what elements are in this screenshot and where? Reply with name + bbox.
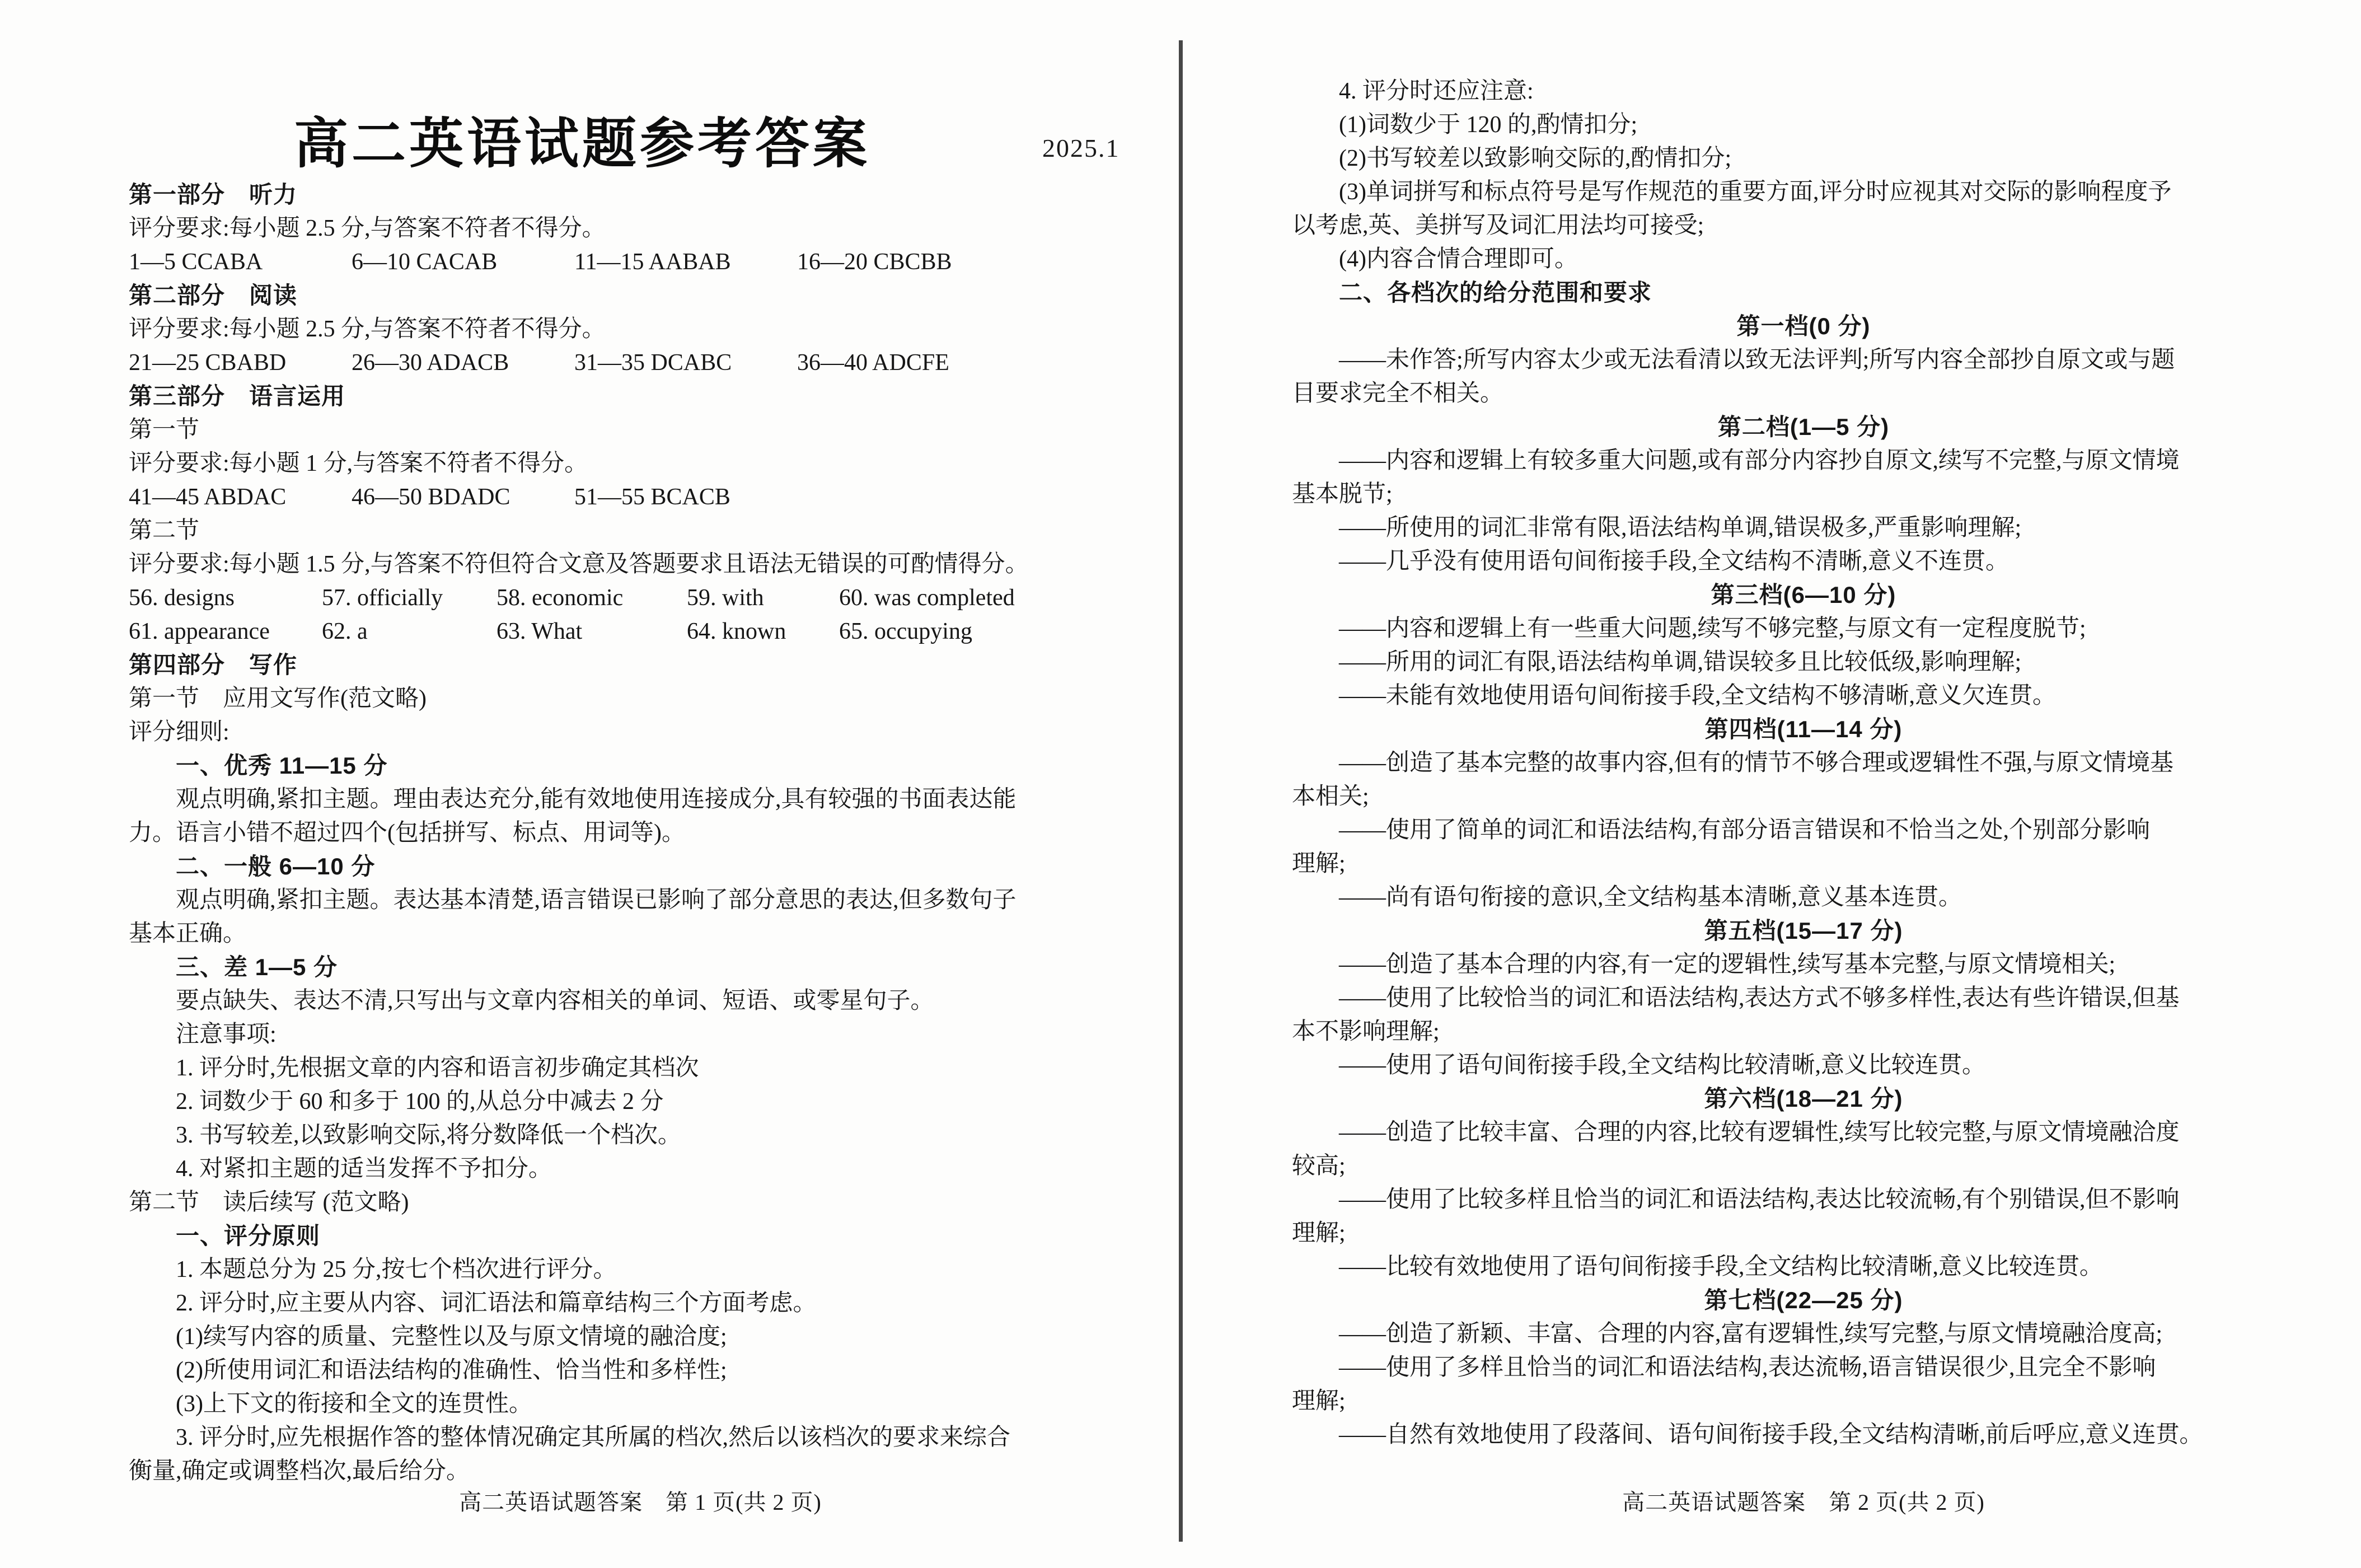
section-heading: 第二部分 阅读 (129, 282, 298, 308)
tier-heading: 第三档(6—10 分) (1711, 582, 1896, 608)
text-line: ——使用了比较多样且恰当的词汇和语法结构,表达比较流畅,有个别错误,但不影响 (1339, 1187, 2180, 1213)
answer-row (129, 245, 1152, 279)
section-heading: 一、优秀 11—15 分 (176, 752, 388, 779)
text-line: (2)所使用词汇和语法结构的准确性、恰当性和多样性; (176, 1358, 727, 1383)
answer-group: 46—50 BDADC (352, 484, 510, 510)
text-line: 理解; (1292, 1220, 1346, 1246)
text-line: 基本正确。 (129, 921, 247, 947)
text-line: (1)续写内容的质量、完整性以及与原文情境的融洽度; (176, 1324, 727, 1350)
text-line: 第二节 读后续写 (范文略) (129, 1190, 409, 1215)
text-line: ——未作答;所写内容太少或无法看清以致无法评判;所写内容全部抄自原文或与题 (1339, 347, 2175, 373)
text-line: ——使用了多样且恰当的词汇和语法结构,表达流畅,语言错误很少,且完全不影响 (1339, 1355, 2156, 1380)
section-heading: 一、评分原则 (176, 1223, 321, 1249)
tier-heading: 第二档(1—5 分) (1717, 414, 1890, 440)
text-line: ——创造了比较丰富、合理的内容,比较有逻辑性,续写比较完整,与原文情境融洽度 (1339, 1120, 2180, 1145)
text-line: (3)上下文的衔接和全文的连贯性。 (176, 1391, 532, 1417)
text-line: 目要求完全不相关。 (1292, 381, 1504, 406)
answer-group: 41—45 ABDAC (129, 484, 287, 510)
text-line: 评分要求:每小题 1 分,与答案不符者不得分。 (129, 451, 588, 476)
answer-row (129, 346, 1152, 380)
text-line: ——自然有效地使用了段落间、语句间衔接手段,全文结构清晰,前后呼应,意义连贯。 (1339, 1422, 2203, 1448)
page-1-body (129, 178, 1152, 1488)
text-line: 评分要求:每小题 2.5 分,与答案不符者不得分。 (129, 216, 606, 241)
page-title: 高二英语试题参考答案 (294, 114, 870, 174)
text-line: ——比较有效地使用了语句间衔接手段,全文结构比较清晰,意义比较连贯。 (1339, 1254, 2104, 1280)
text-line: (1)词数少于 120 的,酌情扣分; (1339, 112, 1638, 138)
text-line: 第二节 (129, 518, 200, 544)
text-line: 3. 书写较差,以致影响交际,将分数降低一个档次。 (176, 1122, 682, 1148)
answer-group: 65. occupying (839, 619, 972, 644)
text-line: ——几乎没有使用语句间衔接手段,全文结构不清晰,意义不连贯。 (1339, 549, 2009, 574)
answer-row (129, 615, 1152, 648)
section-heading: 第一部分 听力 (129, 181, 298, 208)
text-line: 4. 对紧扣主题的适当发挥不予扣分。 (176, 1156, 552, 1182)
text-line: ——内容和逻辑上有一些重大问题,续写不够完整,与原文有一定程度脱节; (1339, 616, 2086, 642)
answer-group: 16—20 CBCBB (797, 249, 952, 275)
section-heading: 第三部分 语言运用 (129, 383, 346, 409)
answer-row (129, 480, 1152, 514)
answer-group: 21—25 CBABD (129, 350, 287, 376)
answer-group: 51—55 BCACB (574, 484, 730, 510)
text-line: 3. 评分时,应先根据作答的整体情况确定其所属的档次,然后以该档次的要求来综合 (176, 1425, 1011, 1450)
section-heading: 三、差 1—5 分 (176, 954, 338, 980)
tier-heading: 第一档(0 分) (1736, 313, 1871, 339)
text-line: 1. 本题总分为 25 分,按七个档次进行评分。 (176, 1257, 617, 1283)
exam-date: 2025.1 (1042, 134, 1120, 162)
answer-group: 31—35 DCABC (574, 350, 732, 376)
text-line: 第一节 应用文写作(范文略) (129, 686, 427, 712)
answer-group: 6—10 CACAB (352, 249, 498, 275)
text-line: 基本脱节; (1292, 481, 1393, 507)
text-line: 第一节 (129, 417, 200, 443)
text-line: ——内容和逻辑上有较多重大问题,或有部分内容抄自原文,续写不完整,与原文情境 (1339, 448, 2180, 474)
text-line: 衡量,确定或调整档次,最后给分。 (129, 1458, 470, 1484)
tier-heading: 第五档(15—17 分) (1704, 918, 1903, 944)
answer-group: 64. known (687, 619, 786, 644)
text-line: (2)书写较差以致影响交际的,酌情扣分; (1339, 146, 1732, 171)
text-line: ——尚有语句衔接的意识,全文结构基本清晰,意义基本连贯。 (1339, 884, 1962, 910)
page-1-footer: 高二英语试题答案 第 1 页(共 2 页) (459, 1490, 822, 1515)
page-divider-rule (1179, 40, 1183, 1542)
section-heading: 二、一般 6—10 分 (176, 853, 376, 879)
text-line: 评分要求:每小题 1.5 分,与答案不符但符合文意及答题要求且语法无错误的可酌情得分。 (129, 551, 1029, 577)
text-line: ——所使用的词汇非常有限,语法结构单调,错误极多,严重影响理解; (1339, 515, 2022, 541)
text-line: ——创造了新颖、丰富、合理的内容,富有逻辑性,续写完整,与原文情境融洽度高; (1339, 1321, 2163, 1347)
text-line: (4)内容合情合理即可。 (1339, 246, 1578, 272)
answer-row (129, 581, 1152, 615)
text-line: 观点明确,紧扣主题。理由表达充分,能有效地使用连接成分,具有较强的书面表达能 (176, 787, 1016, 812)
section-heading: 第四部分 写作 (129, 652, 298, 678)
answer-group: 60. was completed (839, 585, 1015, 611)
answer-group: 61. appearance (129, 619, 270, 644)
text-line: 1. 评分时,先根据文章的内容和语言初步确定其档次 (176, 1055, 699, 1081)
text-line: ——所用的词汇有限,语法结构单调,错误较多且比较低级,影响理解; (1339, 649, 2022, 675)
text-line: 较高; (1292, 1153, 1346, 1179)
answer-group: 11—15 AABAB (574, 249, 731, 275)
tier-heading: 第六档(18—21 分) (1704, 1085, 1903, 1112)
text-line: ——创造了基本完整的故事内容,但有的情节不够合理或逻辑性不强,与原文情境基 (1339, 750, 2174, 776)
text-line: 2. 词数少于 60 和多于 100 的,从总分中减去 2 分 (176, 1089, 664, 1115)
text-line: 2. 评分时,应主要从内容、词汇语法和篇章结构三个方面考虑。 (176, 1290, 817, 1316)
answer-group: 63. What (496, 619, 583, 644)
section-heading: 二、各档次的给分范围和要求 (1339, 279, 1652, 306)
text-line: 注意事项: (176, 1022, 277, 1047)
text-line: 本相关; (1292, 784, 1369, 809)
text-line: ——使用了简单的词汇和语法结构,有部分语言错误和不恰当之处,个别部分影响 (1339, 817, 2151, 843)
answer-group: 1—5 CCABA (129, 249, 263, 275)
text-line: 本不影响理解; (1292, 1019, 1440, 1045)
text-line: 力。语言小错不超过四个(包括拼写、标点、用词等)。 (129, 820, 685, 846)
answer-group: 59. with (687, 585, 764, 611)
text-line: 理解; (1292, 851, 1346, 877)
tier-heading: 第四档(11—14 分) (1704, 716, 1903, 742)
page-2-body (1292, 74, 2315, 1452)
text-line: 理解; (1292, 1388, 1346, 1414)
answer-group: 62. a (322, 619, 368, 644)
tier-heading: 第七档(22—25 分) (1704, 1287, 1903, 1313)
text-line: 要点缺失、表达不清,只写出与文章内容相关的单词、短语、或零星句子。 (176, 988, 934, 1014)
text-line: 评分要求:每小题 2.5 分,与答案不符者不得分。 (129, 316, 606, 342)
answer-group: 56. designs (129, 585, 235, 611)
text-line: ——使用了比较恰当的词汇和语法结构,表达方式不够多样性,表达有些许错误,但基 (1339, 985, 2180, 1011)
text-line: 观点明确,紧扣主题。表达基本清楚,语言错误已影响了部分意思的表达,但多数句子 (176, 887, 1016, 913)
text-line: 以考虑,英、美拼写及词汇用法均可接受; (1292, 213, 1704, 238)
text-line: ——使用了语句间衔接手段,全文结构比较清晰,意义比较连贯。 (1339, 1052, 1986, 1078)
answer-group: 58. economic (496, 585, 624, 611)
text-line: 4. 评分时还应注意: (1339, 78, 1534, 104)
text-line: ——未能有效地使用语句间衔接手段,全文结构不够清晰,意义欠连贯。 (1339, 683, 2056, 709)
text-line: ——创造了基本合理的内容,有一定的逻辑性,续写基本完整,与原文情境相关; (1339, 952, 2116, 977)
text-line: (3)单词拼写和标点符号是写作规范的重要方面,评分时应视其对交际的影响程度予 (1339, 179, 2172, 205)
answer-group: 26—30 ADACB (352, 350, 509, 376)
answer-group: 57. officially (322, 585, 443, 611)
text-line: 评分细则: (129, 719, 229, 745)
answer-group: 36—40 ADCFE (797, 350, 949, 376)
page-2-footer: 高二英语试题答案 第 2 页(共 2 页) (1622, 1490, 1985, 1515)
